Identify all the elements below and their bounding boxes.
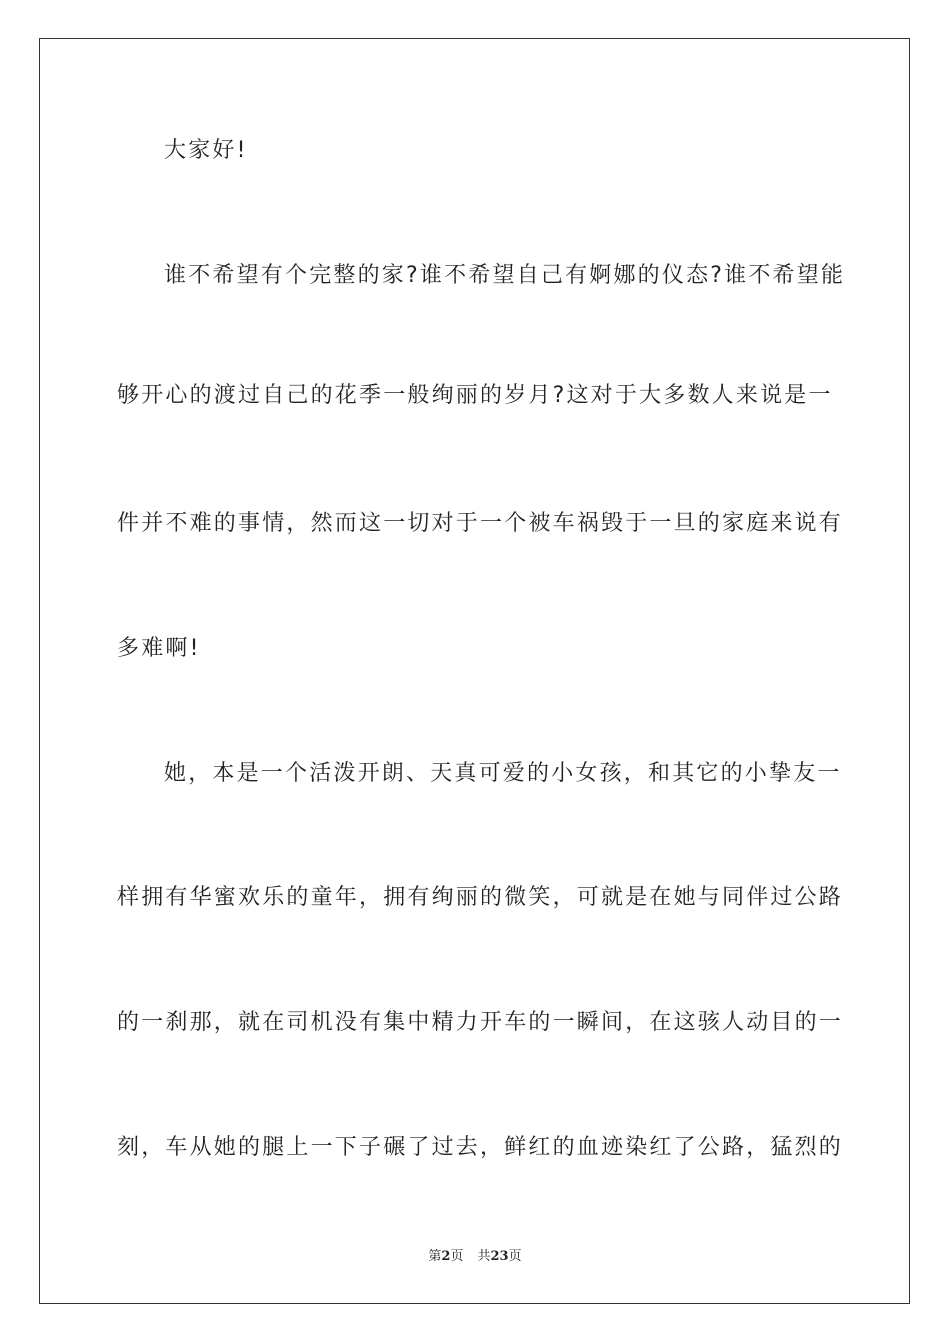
page-prefix: 第 <box>428 1249 442 1264</box>
paragraph-2-line-1: 她，本是一个活泼开朗、天真可爱的小女孩，和其它的小挚友一 <box>164 761 842 786</box>
paragraph-2-line-3: 的一刹那，就在司机没有集中精力开车的一瞬间，在这骇人动目的一 <box>117 1010 844 1035</box>
greeting-line: 大家好! <box>164 138 248 163</box>
total-pages: 23 <box>490 1249 509 1264</box>
total-suffix: 页 <box>508 1249 522 1264</box>
page-number: 2 <box>441 1249 451 1264</box>
paragraph-2-line-2: 样拥有华蜜欢乐的童年，拥有绚丽的微笑，可就是在她与同伴过公路 <box>117 885 844 910</box>
paragraph-1-line-3: 件并不难的事情，然而这一切对于一个被车祸毁于一旦的家庭来说有 <box>117 511 844 536</box>
paragraph-1-line-1: 谁不希望有个完整的家?谁不希望自己有婀娜的仪态?谁不希望能 <box>164 263 846 288</box>
page-footer <box>0 1245 950 1264</box>
paragraph-2-line-4: 刻，车从她的腿上一下子碾了过去，鲜红的血迹染红了公路，猛烈的 <box>117 1135 844 1160</box>
paragraph-1-line-2: 够开心的渡过自己的花季一般绚丽的岁月?这对于大多数人来说是一 <box>117 383 833 408</box>
total-prefix: 共 <box>477 1249 491 1264</box>
paragraph-1-line-4: 多难啊! <box>117 636 201 661</box>
page-frame <box>39 38 910 1304</box>
page-suffix: 页 <box>450 1249 464 1264</box>
